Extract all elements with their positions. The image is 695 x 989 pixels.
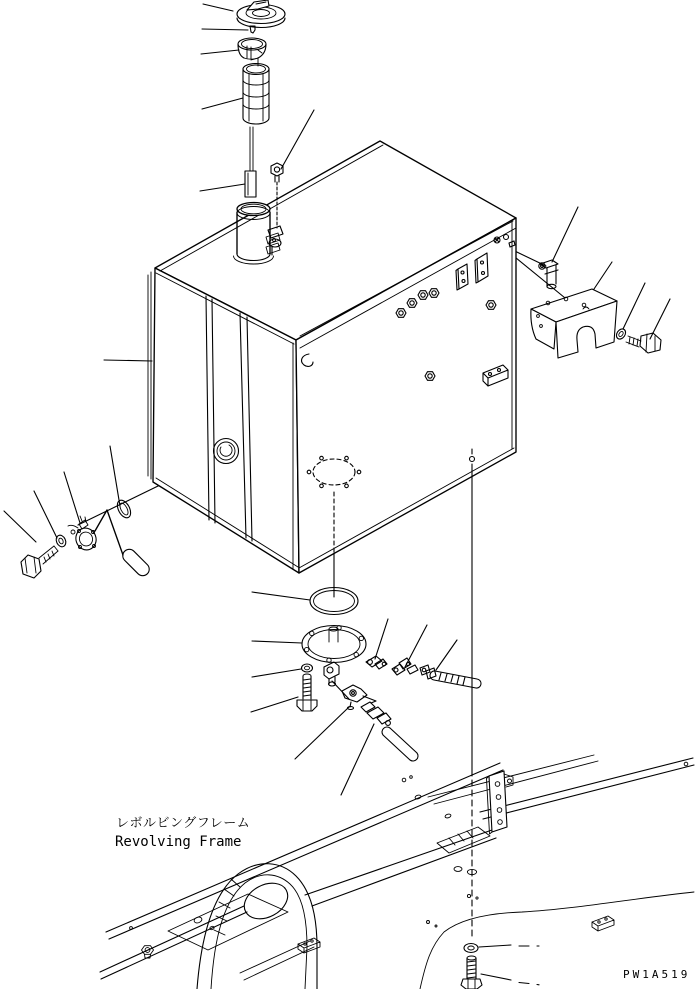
mount-bracket-group <box>531 260 661 358</box>
fuel-tank-body <box>148 141 516 573</box>
dash-dot-leaders <box>479 945 539 985</box>
cover-bolt <box>297 674 317 711</box>
frame-label-japanese: レボルビングフレーム <box>116 816 251 831</box>
fuel-strainer <box>243 58 269 124</box>
drain-nipple <box>361 702 391 725</box>
cover-washer <box>302 664 313 672</box>
dipstick-rod <box>245 127 256 197</box>
fuel-cap <box>237 0 285 28</box>
frame-mount-bolt-group <box>461 944 539 989</box>
tank-bracket <box>531 289 617 358</box>
frame-label-english: Revolving Frame <box>115 834 242 850</box>
bracket-bolt <box>626 333 661 353</box>
frame-bolt <box>461 956 482 989</box>
drain-elbow <box>324 662 349 699</box>
level-sensor-group <box>21 498 152 578</box>
fuel-level-sender <box>68 516 99 553</box>
outlet-elbow <box>366 656 387 669</box>
drain-hose <box>382 727 418 761</box>
revolving-frame <box>100 755 694 989</box>
cover-flange <box>302 626 366 663</box>
frame-washer <box>464 944 478 953</box>
float-arm <box>95 510 152 578</box>
sensor-bolt <box>21 546 58 578</box>
strainer-holder <box>238 38 266 59</box>
sender-gasket <box>115 498 134 520</box>
drawing-number: PW1A519 <box>623 968 691 981</box>
drain-group <box>297 588 481 762</box>
bracket-washer <box>615 327 628 341</box>
breather-elbow <box>539 260 558 289</box>
